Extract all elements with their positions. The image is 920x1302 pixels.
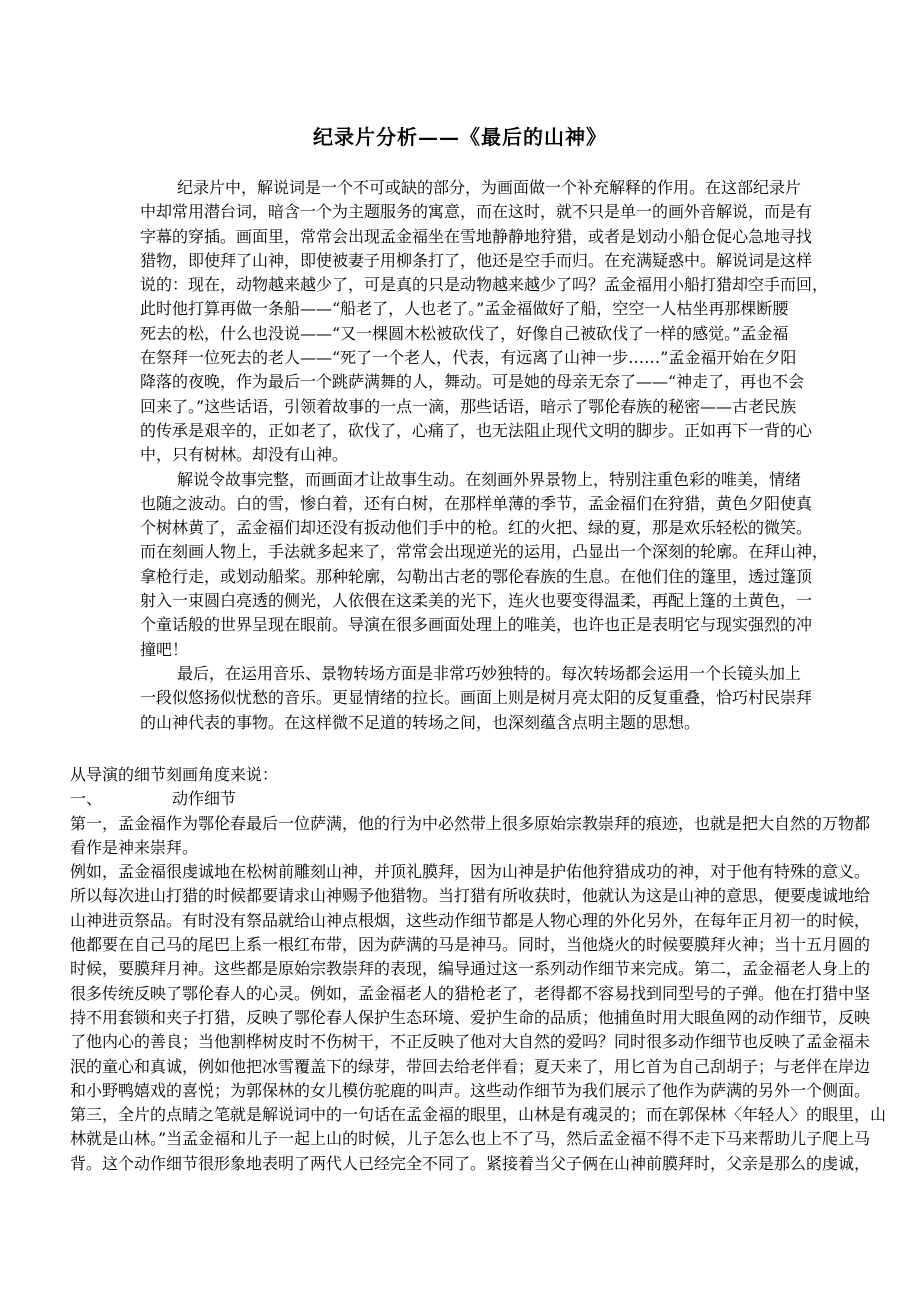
- text-line: 猎物，即使拜了山神，即使被妻子用柳条打了，他还是空手而归。在充满疑惑中。解说词是这样: [140, 250, 813, 270]
- text-line: 射入一束圆白亮透的侧光，人依偎在这柔美的光下，连火也要变得温柔，再配上篷的土黄色，一: [140, 591, 813, 611]
- paragraph: [140, 662, 813, 735]
- text-line: 撞吧！: [140, 639, 189, 659]
- text-line: 中，只有树林。却没有山神。: [140, 445, 349, 465]
- text-line: 解说令故事完整，而画面才让故事生动。在刻画外界景物上，特别注重色彩的唯美，情绪: [177, 469, 802, 489]
- text-line: 例如，孟金福很虔诚地在松树前雕刻山神，并顶礼膜拜，因为山神是护佑他狩猎成功的神，对于他有特殊的意义。: [70, 862, 871, 882]
- text-line: 了他内心的善良；当他割桦树皮时不伤树干，不正反映了他对大自然的爱吗？同时很多动作细节也反映了孟金福未: [70, 1032, 871, 1052]
- text-line: 个童话般的世界呈现在眼前。导演在很多画面处理上的唯美，也许也正是表明它与现实强烈的冲: [140, 615, 813, 635]
- text-line: 山神进贡祭品。有时没有祭品就给山神点根烟，这些动作细节都是人物心理的外化另外，在每年正月初一的时候，: [70, 910, 871, 930]
- text-line: 第三，全片的点睛之笔就是解说词中的一句话在孟金福的眼里，山林是有魂灵的；而在郭保林〈年轻人〉的眼里，山: [70, 1105, 887, 1125]
- text-line: 泯的童心和真诚，例如他把冰雪覆盖下的绿芽，带回去给老伴看；夏天来了，用匕首为自己刮胡子；与老伴在岸边: [70, 1056, 871, 1076]
- text-line: 回来了。”这些话语，引领着故事的一点一滴，那些话语，暗示了鄂伦春族的秘密——古老民族: [140, 396, 797, 416]
- text-line: 背。这个动作细节很形象地表明了两代人已经完全不同了。紧接着当父子俩在山神前膜拜时，父亲是那么的虔诚，: [70, 1153, 871, 1173]
- heading-label: 动作细节: [172, 789, 237, 809]
- text-line: 第一，孟金福作为鄂伦春最后一位萨满，他的行为中必然带上很多原始宗教崇拜的痕迹，也就是把大自然的万物都: [70, 813, 871, 833]
- text-line: 林就是山林。”当孟金福和儿子一起上山的时候，儿子怎么也上不了马，然后孟金福不得不走下马来帮助儿子爬上马: [70, 1129, 871, 1149]
- text-line: 的山神代表的事物。在这样微不足道的转场之间，也深刻蕴含点明主题的思想。: [140, 712, 701, 732]
- text-line: 说的：现在，动物越来越少了，可是真的只是动物越来越少了吗？孟金福用小船打猎却空手而回，: [140, 275, 829, 295]
- text-line: 很多传统反映了鄂伦春人的心灵。例如，孟金福老人的猎枪老了，老得都不容易找到同型号的子弹。他在打猎中坚: [70, 983, 871, 1003]
- text-line: 中却常用潜台词，暗含一个为主题服务的寓意，而在这时，就不只是单一的画外音解说，而是有: [140, 202, 813, 222]
- text-line: 和小野鸭嬉戏的喜悦；为郭保林的女儿模仿驼鹿的叫声。这些动作细节为我们展示了他作为萨满的另外一个侧面。: [70, 1080, 871, 1100]
- text-line: 此时他打算再做一条船——“船老了，人也老了。”孟金福做好了船，空空一人枯坐再那棵断腰: [140, 299, 789, 319]
- paragraph: [140, 176, 829, 468]
- text-line: 也随之波动。白的雪，惨白着，还有白树，在那样单薄的季节，孟金福们在狩猎，黄色夕阳使真: [140, 493, 813, 513]
- analysis-section: [140, 176, 829, 735]
- document-title: 纪录片分析——《最后的山神》: [313, 125, 607, 149]
- text-line: 而在刻画人物上，手法就多起来了，常常会出现逆光的运用，凸显出一个深刻的轮廓。在拜山神，: [140, 542, 829, 562]
- text-line: 的传承是艰辛的，正如老了，砍伐了，心痛了，也无法阻止现代文明的脚步。正如再下一背的心: [140, 420, 813, 440]
- text-line: 在祭拜一位死去的老人——“死了一个老人，代表，有远离了山神一步……”孟金福开始在夕阳: [140, 348, 797, 368]
- heading-number: 一、: [70, 789, 103, 809]
- details-section: [70, 763, 887, 1176]
- text-line: 一段似悠扬似忧愁的音乐。更显情绪的拉长。画面上则是树月亮太阳的反复重叠，恰巧村民崇拜: [140, 688, 813, 708]
- text-line: 个树林黄了，孟金福们却还没有扳动他们手中的枪。红的火把、绿的夏，那是欢乐轻松的微笑。: [140, 518, 813, 538]
- details-body: [70, 812, 887, 1176]
- text-line: 拿枪行走，或划动船桨。那种轮廓，勾勒出古老的鄂伦春族的生息。在他们住的篷里，透过篷顶: [140, 566, 813, 586]
- text-line: 看作是神来崇拜。: [70, 837, 199, 857]
- details-intro: 从导演的细节刻画角度来说：: [70, 765, 279, 784]
- text-line: 所以每次进山打猎的时候都要请求山神赐予他猎物。当打猎有所收获时，他就认为这是山神的意思，便要虔诚地给: [70, 886, 871, 906]
- section-heading: [70, 787, 856, 811]
- text-line: 纪录片中，解说词是一个不可或缺的部分，为画面做一个补充解释的作用。在这部纪录片: [177, 178, 802, 197]
- text-line: 持不用套锁和夹子打猎，反映了鄂伦春人保护生态环境、爱护生命的品质；他捕鱼时用大眼鱼网的动作细节，反映: [70, 1007, 871, 1027]
- text-line: 字幕的穿插。画面里，常常会出现孟金福坐在雪地静静地狩猎，或者是划动小船仓促心急地寻找: [140, 226, 813, 246]
- text-line: 最后，在运用音乐、景物转场方面是非常巧妙独特的。每次转场都会运用一个长镜头加上: [177, 663, 802, 683]
- text-line: 降落的夜晚，作为最后一个跳萨满舞的人，舞动。可是她的母亲无奈了——“神走了，再也不会: [140, 372, 805, 392]
- text-line: 死去的松，什么也没说——“又一棵圆木松被砍伐了，好像自己被砍伐了一样的感觉。”孟金福: [140, 323, 789, 343]
- text-line: 他都要在自己马的尾巴上系一根红布带，因为萨满的马是神马。同时，当他烧火的时候要膜拜火神；当十五月圆的: [70, 935, 871, 955]
- paragraph: [140, 468, 829, 662]
- text-line: 时候，要膜拜月神。这些都是原始宗教崇拜的表现，编导通过这一系列动作细节来完成。第二，孟金福老人身上的: [70, 959, 871, 979]
